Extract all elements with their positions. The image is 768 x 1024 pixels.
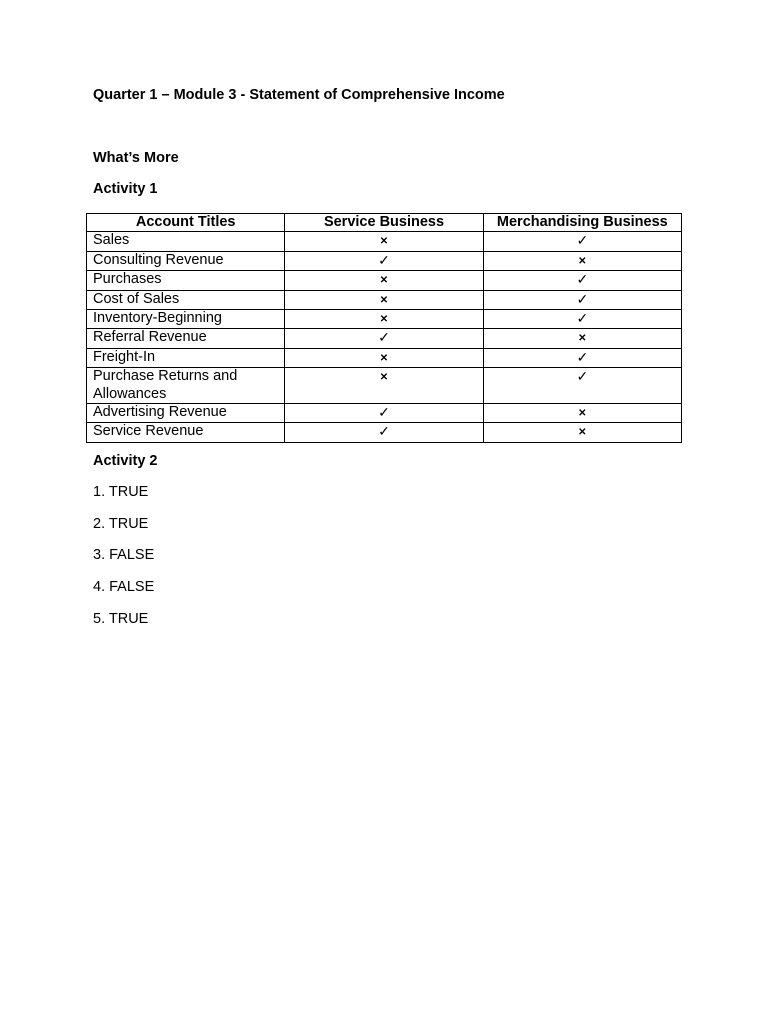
merch-mark-cell [483, 329, 681, 348]
table-row [87, 368, 682, 404]
service-mark-cell [285, 368, 483, 404]
table-header-row [87, 214, 682, 232]
answer-item: 5. TRUE [93, 611, 149, 627]
table-row [87, 290, 682, 309]
check-icon: ✓ [378, 404, 390, 421]
cross-icon: ✕ [578, 255, 587, 267]
page-title: Quarter 1 – Module 3 - Statement of Comprehensive Income [93, 87, 505, 103]
table-row [87, 310, 682, 329]
answer-item: 1. TRUE [93, 484, 149, 500]
column-header-account-titles: Account Titles [87, 214, 285, 232]
merch-mark-cell [483, 290, 681, 309]
section-heading: What’s More [93, 150, 179, 166]
check-icon: ✓ [576, 310, 589, 327]
account-title-cell: Cost of Sales [87, 290, 285, 309]
check-icon: ✓ [576, 232, 589, 249]
check-icon: ✓ [576, 271, 589, 288]
merch-mark-cell [483, 232, 681, 251]
check-icon: ✓ [378, 329, 390, 346]
cross-icon: ✕ [578, 427, 587, 439]
answer-item: 2. TRUE [93, 516, 149, 532]
check-icon: ✓ [378, 251, 390, 268]
service-mark-cell [285, 310, 483, 329]
activity-2-heading: Activity 2 [93, 453, 158, 469]
account-titles-table [86, 213, 682, 443]
merch-mark-cell [483, 251, 681, 270]
account-title-cell: Service Revenue [87, 423, 285, 442]
service-mark-cell [285, 423, 483, 442]
cross-icon: ✕ [578, 333, 587, 345]
service-mark-cell [285, 290, 483, 309]
cross-icon: ✕ [379, 372, 389, 384]
check-icon: ✓ [576, 290, 589, 307]
column-header-service-business: Service Business [285, 214, 483, 232]
merch-mark-cell [483, 310, 681, 329]
account-title-cell: Sales [87, 232, 285, 251]
check-icon: ✓ [378, 423, 390, 440]
check-icon: ✓ [576, 368, 589, 385]
service-mark-cell [285, 404, 483, 423]
cross-icon: ✕ [379, 314, 389, 326]
account-title-cell: Purchases [87, 271, 285, 290]
account-title-cell: Referral Revenue [87, 329, 285, 348]
merch-mark-cell [483, 404, 681, 423]
service-mark-cell [285, 271, 483, 290]
cross-icon: ✕ [379, 352, 389, 364]
activity-1-heading: Activity 1 [93, 181, 158, 197]
service-mark-cell [285, 348, 483, 367]
account-title-cell: Purchase Returns and Allowances [87, 368, 285, 404]
answer-item: 4. FALSE [93, 579, 155, 595]
cross-icon: ✕ [578, 408, 587, 420]
cross-icon: ✕ [379, 294, 389, 306]
cross-icon: ✕ [379, 275, 389, 287]
table-row [87, 232, 682, 251]
merch-mark-cell [483, 348, 681, 367]
account-title-cell: Freight-In [87, 348, 285, 367]
answer-item: 3. FALSE [93, 547, 155, 563]
merch-mark-cell [483, 271, 681, 290]
account-title-cell: Inventory-Beginning [87, 310, 285, 329]
merch-mark-cell [483, 423, 681, 442]
service-mark-cell [285, 251, 483, 270]
service-mark-cell [285, 232, 483, 251]
account-title-cell: Advertising Revenue [87, 404, 285, 423]
table-row [87, 348, 682, 367]
table-row [87, 251, 682, 270]
merch-mark-cell [483, 368, 681, 404]
check-icon: ✓ [576, 348, 589, 365]
column-header-merchandising-business: Merchandising Business [483, 214, 681, 232]
service-mark-cell [285, 329, 483, 348]
table-row [87, 423, 682, 442]
cross-icon: ✕ [379, 236, 389, 248]
account-title-cell: Consulting Revenue [87, 251, 285, 270]
table-row [87, 329, 682, 348]
table-row [87, 271, 682, 290]
table-row [87, 404, 682, 423]
